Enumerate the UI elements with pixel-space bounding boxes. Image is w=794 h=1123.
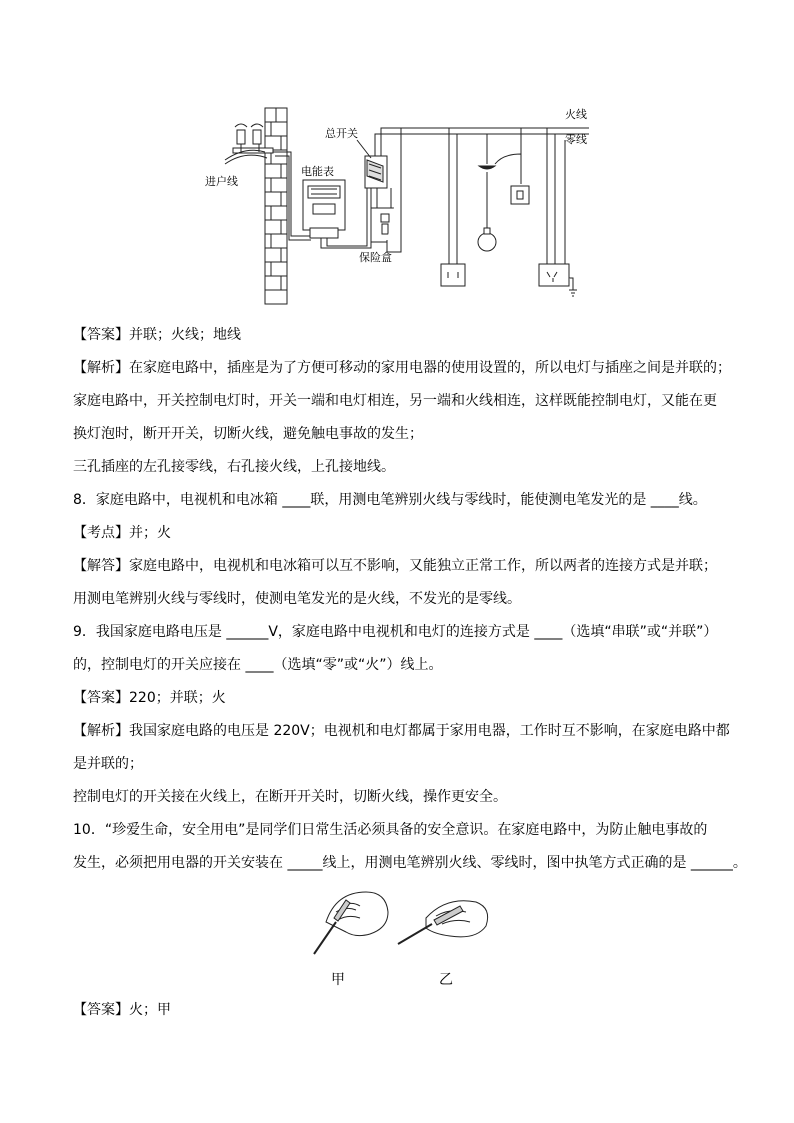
neutral-wire-label: 零线 xyxy=(565,133,587,146)
q10-question-line-1: 10．“珍爱生命，安全用电”是同学们日常生活必须具备的安全意识。在家庭电路中，为防止触电事故的 xyxy=(73,822,708,838)
q7-analysis-line-2: 家庭电路中，开关控制电灯时，开关一端和电灯相连，另一端和火线相连，这样既能控制电灯，又能在更 xyxy=(73,393,717,409)
grip-a-hand xyxy=(314,892,388,954)
main-switch xyxy=(357,140,387,188)
two-pin-socket xyxy=(441,128,465,286)
q7-analysis-line-4: 三孔插座的左孔接零线，右孔接火线，上孔接地线。 xyxy=(73,459,395,475)
household-circuit-diagram xyxy=(195,100,600,308)
q8-solution-line-2: 用测电笔辨别火线与零线时，使测电笔发光的是火线，不发光的是零线。 xyxy=(73,591,521,607)
live-wire-label: 火线 xyxy=(565,108,587,121)
test-pen-hands-drawing xyxy=(306,882,496,962)
grip-a-label: 甲 xyxy=(331,972,345,988)
main-switch-label: 总开关 xyxy=(325,127,358,140)
q10-question-line-2: 发生，必须把用电器的开关安装在 _____线上，用测电笔辨别火线、零线时，图中执笔方式正确的是 ______。 xyxy=(73,855,747,871)
q9-analysis-line-3: 控制电灯的开关接在火线上，在断开开关时，切断火线，操作更安全。 xyxy=(73,789,507,805)
lamp-with-switch xyxy=(478,128,529,251)
brick-wall xyxy=(265,108,287,304)
q10-answer: 【答案】火；甲 xyxy=(73,1002,171,1018)
q8-point: 【考点】并；火 xyxy=(73,525,171,541)
test-pen-grip-figure xyxy=(306,882,496,962)
q7-analysis-line-1: 【解析】在家庭电路中，插座是为了方便可移动的家用电器的使用设置的，所以电灯与插座之间是并联的； xyxy=(73,360,731,376)
q7-analysis-line-3: 换灯泡时，断开开关，切断火线，避免触电事故的发生； xyxy=(73,426,423,442)
q7-answer: 【答案】并联；火线；地线 xyxy=(73,327,241,343)
three-pin-socket xyxy=(539,128,577,296)
q8-question: 8．家庭电路中，电视机和电冰箱 ____联，用测电笔辨别火线与零线时，能使测电笔发光的是 ____线。 xyxy=(73,492,707,508)
q9-analysis-line-2: 是并联的； xyxy=(73,756,143,772)
q9-answer: 【答案】220；并联；火 xyxy=(73,690,226,706)
grip-b-label: 乙 xyxy=(439,972,453,988)
meter-label: 电能表 xyxy=(301,165,334,178)
q9-analysis-line-1: 【解析】我国家庭电路的电压是 220V；电视机和电灯都属于家用电器，工作时互不影响，在家庭电路中都 xyxy=(73,723,730,739)
electric-meter xyxy=(303,180,345,238)
q8-solution-line-1: 【解答】家庭电路中，电视机和电冰箱可以互不影响，又能独立正常工作，所以两者的连接方式是并联； xyxy=(73,558,717,574)
circuit-drawing xyxy=(195,100,600,308)
grip-b-hand xyxy=(398,901,488,944)
fuse-box-label: 保险盒 xyxy=(359,251,392,264)
q9-question-line-1: 9．我国家庭电路电压是 ______V，家庭电路中电视机和电灯的连接方式是 ____（选填“串联”或“并联”） xyxy=(73,624,718,640)
incoming-line-label: 进户线 xyxy=(205,175,238,188)
q9-question-line-2: 的，控制电灯的开关应接在 ____（选填“零”或“火”）线上。 xyxy=(73,657,443,673)
fuse-box xyxy=(371,128,411,252)
